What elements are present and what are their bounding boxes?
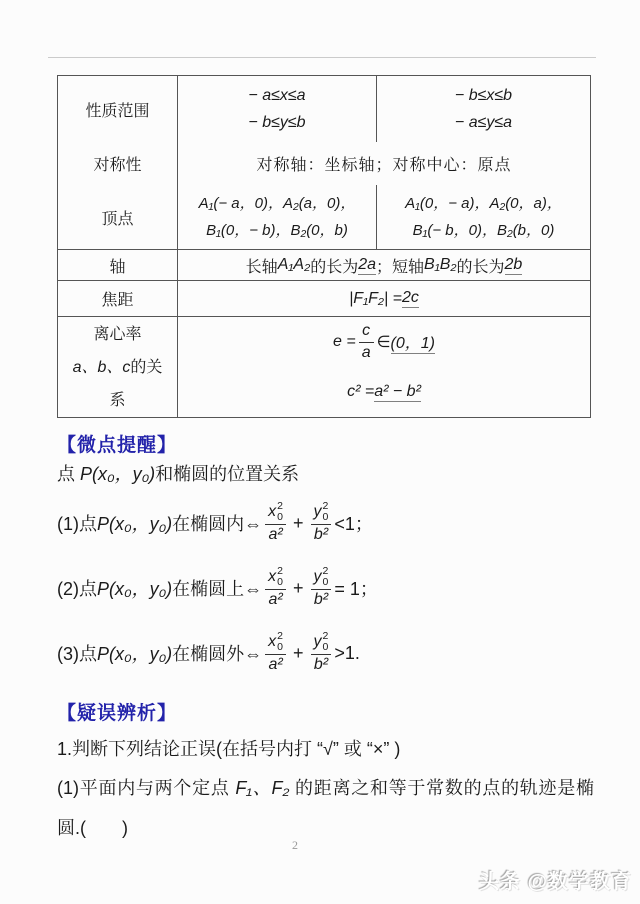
plus-sign: + <box>293 512 304 533</box>
item-condition: 在椭圆上⇔ <box>172 579 263 599</box>
f1-f2-vars: F₁、F₂ <box>235 778 290 798</box>
table-label-vertex: 顶点 <box>58 185 178 249</box>
subscript: 0 <box>277 576 284 589</box>
sup-sub-stack <box>277 566 283 588</box>
focal-content <box>178 281 590 316</box>
fraction-y0sq-over-b2 <box>311 501 332 544</box>
fraction-c-over-a <box>359 322 374 362</box>
table-label-focal: 焦距 <box>58 281 178 316</box>
fraction-denominator: b² <box>311 524 331 544</box>
question-text: (1)平面内与两个定点 <box>57 778 236 798</box>
fraction-numerator <box>311 566 332 589</box>
sup-sub-stack <box>277 501 283 523</box>
sup-sub-stack <box>323 501 329 523</box>
item-prefix: (1)点 <box>57 514 97 534</box>
axis-content <box>178 250 590 280</box>
point-p: P(x₀，y₀) <box>97 644 173 664</box>
vertex-cell-x-ellipse <box>178 185 377 249</box>
x-var: x <box>268 633 277 651</box>
table-row-eccentricity <box>58 316 590 417</box>
relation-result: = 1； <box>334 579 378 599</box>
superscript: 2 <box>277 500 284 513</box>
fraction-x0sq-over-a2 <box>265 566 286 609</box>
range-cell-x-ellipse <box>178 76 377 142</box>
e-equals: e = <box>333 333 356 350</box>
vertex-cell-y-ellipse <box>377 185 590 249</box>
sup-sub-stack <box>323 566 329 588</box>
axis-blank-2b: 2b <box>504 255 523 273</box>
axis-a1a2: A₁A₂ <box>277 256 311 273</box>
eccentricity-content <box>178 317 590 417</box>
item-condition: 在椭圆内⇔ <box>172 514 263 534</box>
superscript: 2 <box>322 565 329 578</box>
y-var: y <box>313 503 322 521</box>
question-text: 的距离之和等于常数的点的轨迹是椭圆.( ) <box>57 778 594 838</box>
abc-relation-formula <box>347 367 421 417</box>
range-line: − b≤x≤b <box>454 87 513 104</box>
vertex-line: A₁(− a，0)，A₂(a，0)， <box>198 195 356 212</box>
subscript: 0 <box>277 511 284 524</box>
x-var: x <box>268 503 277 521</box>
subscript: 0 <box>322 641 329 654</box>
relation-result: >1. <box>334 642 360 663</box>
page-number: 2 <box>292 838 298 852</box>
subscript: 0 <box>322 511 329 524</box>
axis-blank-2a: 2a <box>358 255 376 273</box>
y-var: y <box>313 633 322 651</box>
fraction-x0sq-over-a2 <box>265 631 286 674</box>
ecc-label-line: 系 <box>109 391 126 409</box>
abc-rest: 的关 <box>130 358 163 376</box>
position-relation-item-3 <box>57 623 360 683</box>
fraction-denominator: a <box>359 342 374 362</box>
vertex-line: B₁(− b，0)，B₂(b，0) <box>412 222 555 239</box>
fraction-numerator <box>311 631 332 654</box>
fraction-numerator <box>311 501 332 524</box>
axis-text: 的长为 <box>310 258 359 276</box>
eccentricity-formula <box>333 317 435 367</box>
table-row-axis <box>58 249 590 280</box>
superscript: 2 <box>322 630 329 643</box>
ecc-label-line: 离心率 <box>93 325 142 343</box>
fraction-denominator: b² <box>311 589 331 609</box>
point-p: P(x₀，y₀) <box>97 579 173 599</box>
plus-sign: + <box>293 642 304 663</box>
watermark: 头条 @数学教育 <box>478 871 632 893</box>
fraction-denominator: a² <box>265 524 285 544</box>
axis-b1b2: B₁B₂ <box>424 256 457 273</box>
fraction-numerator: c <box>362 322 371 340</box>
fraction-y0sq-over-b2 <box>311 566 332 609</box>
fraction-y0sq-over-b2 <box>311 631 332 674</box>
sup-sub-stack <box>277 631 283 653</box>
element-of-symbol: ∈ <box>376 334 391 351</box>
ecc-blank-interval: (0，1) <box>391 330 435 354</box>
abc-blank: a² − b² <box>374 382 421 400</box>
table-top-block <box>58 76 590 249</box>
subscript: 0 <box>322 576 329 589</box>
fraction-numerator <box>265 631 286 654</box>
doubt-section-header: 【疑误辨析】 <box>57 703 178 724</box>
hint-intro-text: 点 <box>57 464 81 484</box>
relation-result: <1； <box>334 514 373 534</box>
range-cell-y-ellipse <box>377 76 590 142</box>
item-condition: 在椭圆外⇔ <box>172 644 263 664</box>
fraction-numerator <box>265 566 286 589</box>
position-relation-item-1 <box>57 493 373 553</box>
hint-intro <box>57 460 299 486</box>
table-label-axis: 轴 <box>58 250 178 280</box>
subscript: 0 <box>277 641 284 654</box>
fraction-x0sq-over-a2 <box>265 501 286 544</box>
fraction-numerator <box>265 501 286 524</box>
doubt-instruction: 1.判断下列结论正误(在括号内打 “√” 或 “×” ) <box>57 739 401 759</box>
vertex-line: A₁(0，− a)，A₂(0，a)， <box>405 195 562 212</box>
doubt-question-1 <box>57 768 594 848</box>
point-p: P(x₀，y₀) <box>80 464 156 484</box>
c-squared-equals: c² = <box>347 383 375 400</box>
superscript: 2 <box>277 565 284 578</box>
y-var: y <box>313 568 322 586</box>
x-var: x <box>268 568 277 586</box>
focal-formula: |F₁F₂| = <box>349 289 402 307</box>
axis-text: ；短轴 <box>376 258 425 276</box>
item-prefix: (3)点 <box>57 644 97 664</box>
abc-vars: a、b、c <box>72 358 131 376</box>
fraction-denominator: b² <box>311 654 331 674</box>
symmetry-cell: 对称轴：坐标轴；对称中心：原点 <box>256 157 512 174</box>
table-label-eccentricity <box>58 317 178 417</box>
ecc-label-line <box>73 351 163 384</box>
item-prefix: (2)点 <box>57 579 97 599</box>
ellipse-properties-table <box>57 75 591 418</box>
superscript: 2 <box>322 500 329 513</box>
axis-text: 的长为 <box>456 258 505 276</box>
position-relation-item-2 <box>57 558 378 618</box>
range-line: − b≤y≤b <box>248 114 306 131</box>
top-divider-line <box>48 57 596 58</box>
vertex-line: B₁(0，− b)，B₂(0，b) <box>206 222 348 239</box>
plus-sign: + <box>293 577 304 598</box>
range-line: − a≤x≤a <box>248 87 306 104</box>
range-line: − a≤y≤a <box>454 114 513 131</box>
fraction-denominator: a² <box>265 654 285 674</box>
sup-sub-stack <box>323 631 329 653</box>
table-label-symmetry: 对称性 <box>58 142 178 185</box>
hint-section-header: 【微点提醒】 <box>57 435 178 456</box>
axis-text: 长轴 <box>245 258 278 276</box>
table-label-range: 性质范围 <box>58 76 178 142</box>
point-p: P(x₀，y₀) <box>97 514 173 534</box>
fraction-denominator: a² <box>265 589 285 609</box>
superscript: 2 <box>277 630 284 643</box>
hint-intro-text: 和椭圆的位置关系 <box>155 464 300 484</box>
focal-blank-2c: 2c <box>401 289 419 306</box>
table-row-focal-distance <box>58 280 590 316</box>
